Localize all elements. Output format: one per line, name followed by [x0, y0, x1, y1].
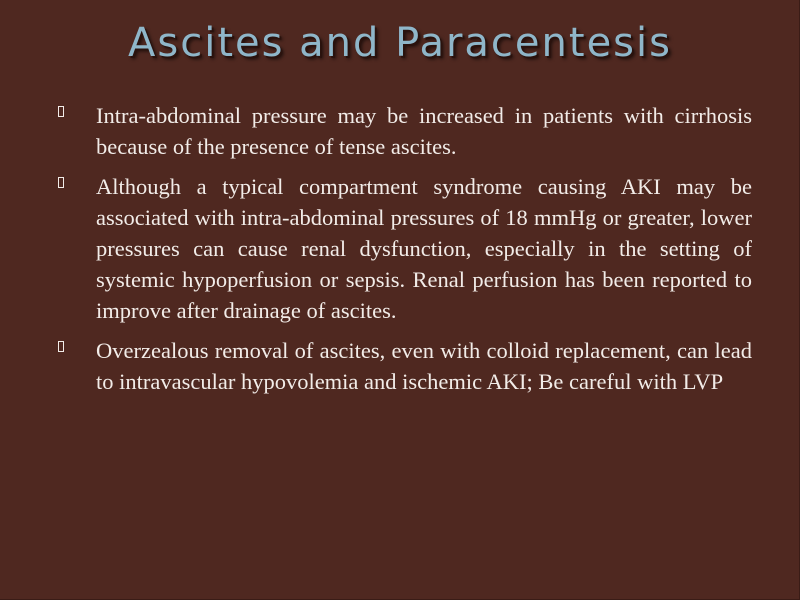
bullet-text: Overzealous removal of ascites, even with colloid replacement, can lead to intravascular hypovolemia and ischemic AKI; Be careful with LVP	[96, 338, 752, 394]
bullet-item	[58, 171, 752, 326]
bullet-marker-icon	[58, 341, 64, 352]
bullet-item	[58, 100, 752, 162]
slide-title: Ascites and Paracentesis	[128, 20, 672, 66]
bullet-item	[58, 335, 752, 397]
bullet-text: Intra-abdominal pressure may be increased in patients with cirrhosis because of the presence of tense ascites.	[96, 103, 752, 159]
bullet-text: Although a typical compartment syndrome causing AKI may be associated with intra-abdominal pressures of 18 mmHg or greater, lower pressures can cause renal dysfunction, especially in the setting of systemic hypoperfusion or sepsis. Renal perfusion has been reported to improve after drainage of ascites.	[96, 174, 752, 323]
bullet-marker-icon	[58, 106, 64, 117]
bullet-marker-icon	[58, 177, 64, 188]
bullet-list	[58, 100, 752, 406]
